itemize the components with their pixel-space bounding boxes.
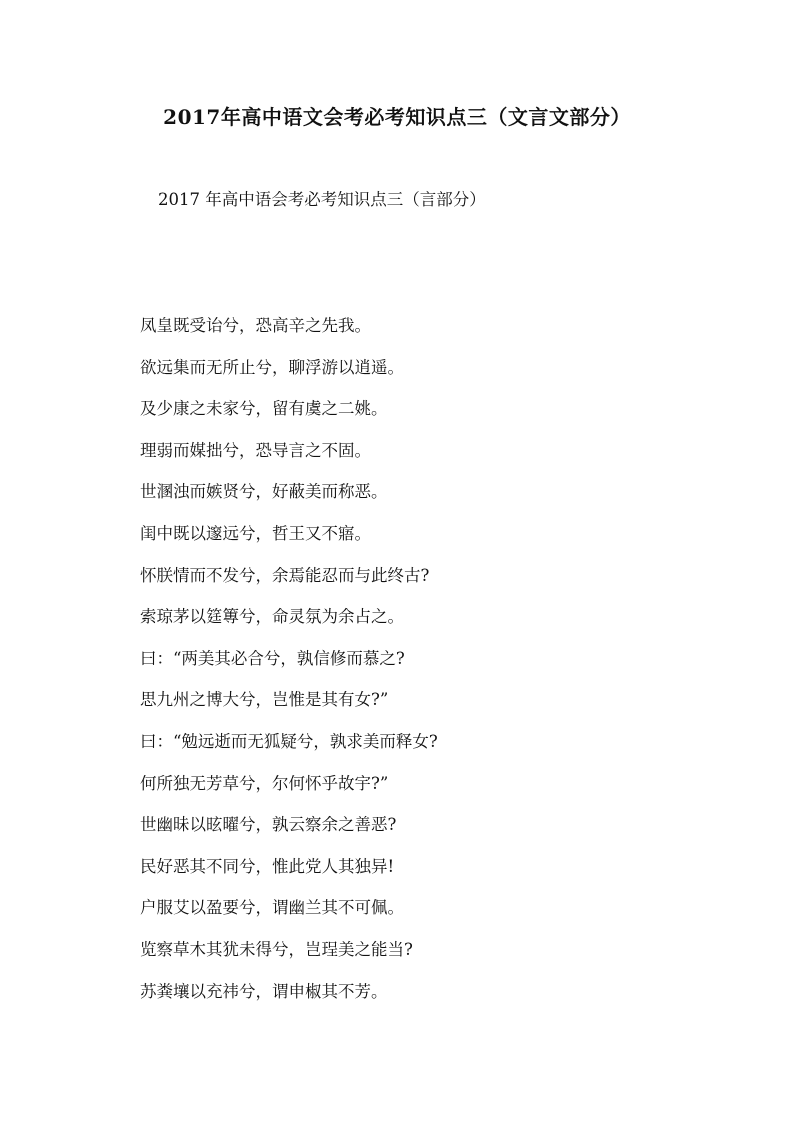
poem-line: 曰：“两美其必合兮，孰信修而慕之?	[140, 648, 405, 668]
poem-line: 何所独无芳草兮，尔何怀乎故宇?”	[140, 773, 389, 793]
document-title: 2017年高中语文会考必考知识点三（文言文部分）	[163, 105, 631, 129]
poem-line: 凤皇既受诒兮，恐高辛之先我。	[140, 316, 371, 335]
poem-line: 欲远集而无所止兮，聊浮游以逍遥。	[140, 357, 404, 377]
poem-line: 索琼茅以筳篿兮，命灵氛为余占之。	[140, 607, 404, 627]
poem-line: 曰：“勉远逝而无狐疑兮，孰求美而释女?	[140, 731, 438, 751]
poem-line: 世溷浊而嫉贤兮，好蔽美而称恶。	[140, 482, 388, 502]
poem-line: 思九州之博大兮，岂惟是其有女?”	[140, 690, 389, 710]
poem-line: 民好恶其不同兮，惟此党人其独异!	[140, 856, 395, 876]
poem-line: 及少康之未家兮，留有虞之二姚。	[140, 399, 388, 419]
poem-line: 理弱而媒拙兮，恐导言之不固。	[140, 440, 371, 460]
poem-line: 闺中既以邃远兮，哲王又不寤。	[140, 523, 371, 543]
poem-line: 怀朕情而不发兮，余焉能忍而与此终古?	[140, 565, 430, 585]
poem-lines	[140, 312, 438, 1019]
poem-line: 苏粪壤以充祎兮，谓申椒其不芳。	[140, 981, 388, 1001]
document-subtitle: 2017 年高中语会考必考知识点三（言部分）	[158, 190, 486, 209]
poem-line: 户服艾以盈要兮，谓幽兰其不可佩。	[140, 898, 404, 918]
poem-line: 览察草木其犹未得兮，岂珵美之能当?	[140, 939, 413, 959]
poem-line: 世幽昧以昡曜兮，孰云察余之善恶?	[140, 815, 397, 835]
